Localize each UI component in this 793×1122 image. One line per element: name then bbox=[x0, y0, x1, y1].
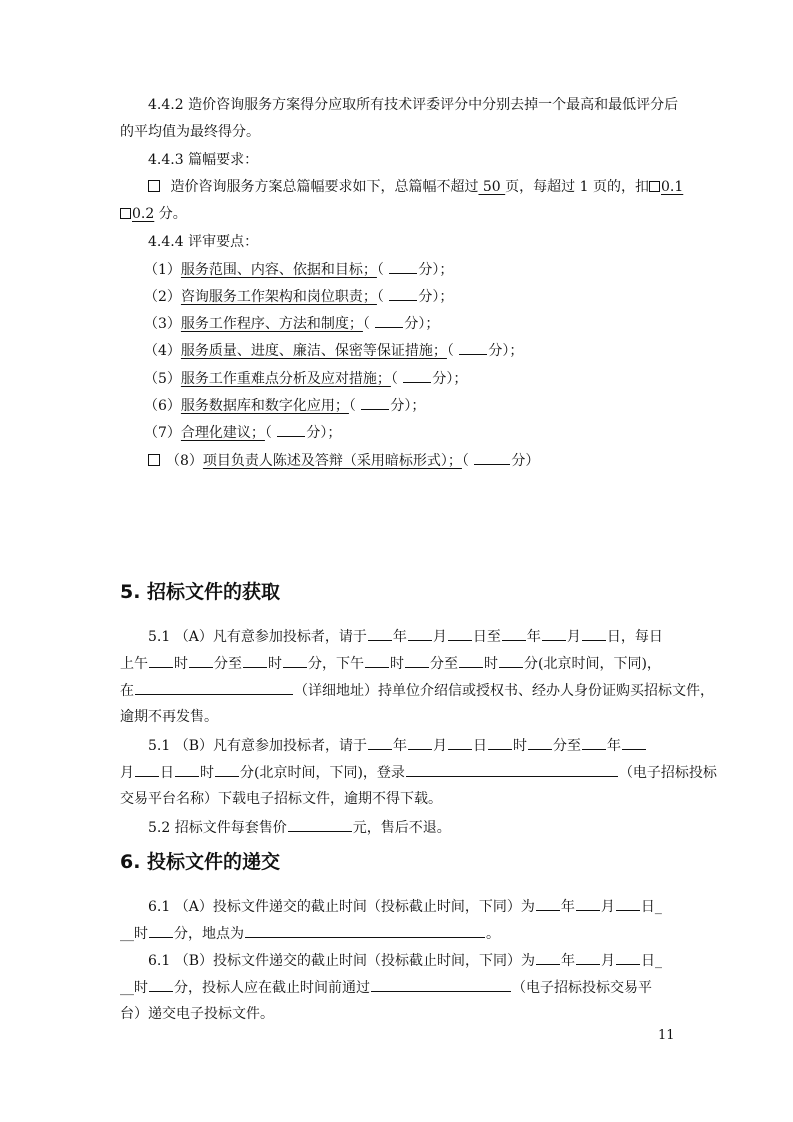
text-segment: 6.1 （B）投标文件递交的截止时间（投标截止时间，下同）为 bbox=[148, 953, 536, 969]
blank[interactable] bbox=[459, 653, 483, 668]
page-number: 11 bbox=[658, 1028, 675, 1043]
text-segment: 分。 bbox=[154, 206, 187, 222]
blank[interactable] bbox=[448, 626, 472, 641]
text-segment: 年 bbox=[560, 899, 575, 915]
text-segment: 5.1 （B）凡有意参加投标者，请于 bbox=[148, 738, 368, 754]
blank[interactable] bbox=[243, 653, 267, 668]
text-segment: （ bbox=[461, 453, 474, 469]
text-segment: 年 bbox=[526, 629, 541, 645]
text-segment: （8） bbox=[166, 453, 203, 469]
text-segment: 日至 bbox=[472, 629, 501, 645]
text-segment: （详细地址）持单位介绍信或授权书、经办人身份证购买招标文件， bbox=[294, 683, 714, 699]
text-segment: 月 bbox=[120, 765, 134, 781]
para-443-line1 bbox=[148, 177, 684, 197]
text-segment: __时 bbox=[120, 980, 148, 996]
text-segment: （ bbox=[348, 398, 361, 414]
text-segment: （6） bbox=[144, 398, 181, 414]
blank[interactable] bbox=[368, 735, 392, 750]
page-limit: 50 bbox=[478, 179, 506, 195]
text-segment: 分至 bbox=[430, 656, 458, 672]
text-segment: 造价咨询服务方案总篇幅要求如下，总篇幅不超过 bbox=[166, 179, 479, 195]
para-443-line2 bbox=[120, 204, 674, 224]
review-item bbox=[144, 422, 670, 442]
text-segment: 页，每超过 1 页的，扣 bbox=[505, 179, 649, 195]
blank[interactable] bbox=[622, 735, 646, 750]
para-51b-line2 bbox=[120, 762, 717, 782]
text-segment: 日，每日 bbox=[606, 629, 663, 645]
blank[interactable] bbox=[576, 896, 600, 911]
text-segment: 日_ bbox=[640, 899, 662, 915]
blank[interactable] bbox=[616, 896, 640, 911]
text-segment: 分）； bbox=[306, 425, 342, 441]
text-segment: 分）； bbox=[418, 289, 454, 305]
text-segment: （5） bbox=[144, 371, 181, 387]
score-blank[interactable] bbox=[375, 313, 403, 328]
section-6-title: 6. 投标文件的递交 bbox=[120, 851, 281, 873]
text-segment: （ bbox=[264, 425, 277, 441]
text-segment: 0.2 bbox=[132, 206, 155, 222]
text-segment: （ bbox=[390, 371, 403, 387]
text-segment: 时 bbox=[484, 656, 498, 672]
para-61b-line2 bbox=[120, 977, 674, 997]
blank[interactable] bbox=[542, 626, 566, 641]
checkbox-icon[interactable] bbox=[120, 208, 131, 219]
text-segment: 年 bbox=[392, 629, 407, 645]
text-segment: （ bbox=[376, 289, 389, 305]
para-51a-line1 bbox=[148, 626, 674, 646]
text-segment: （2） bbox=[144, 289, 181, 305]
text-segment: 月 bbox=[601, 953, 616, 969]
text-segment: 分至 bbox=[553, 738, 582, 754]
platform-blank[interactable] bbox=[371, 977, 511, 992]
text-segment: （1） bbox=[144, 262, 181, 278]
blank[interactable] bbox=[528, 735, 552, 750]
text-segment: __时 bbox=[120, 926, 148, 942]
heading-444: 4.4.4 评审要点： bbox=[148, 234, 259, 250]
checkbox-icon[interactable] bbox=[148, 454, 160, 466]
text-segment: 分，投标人应在截止时间前通过 bbox=[174, 980, 370, 996]
para-51b-line3: 交易平台名称）下载电子招标文件，逾期不得下载。 bbox=[120, 791, 442, 807]
text-segment: 服务范围、内容、依据和目标； bbox=[180, 262, 377, 278]
text-segment: 分，下午 bbox=[308, 656, 364, 672]
blank[interactable] bbox=[189, 653, 213, 668]
blank[interactable] bbox=[149, 653, 173, 668]
text-segment: 项目负责人陈述及答辩（采用暗标形式）； bbox=[202, 453, 462, 469]
score-blank[interactable] bbox=[389, 259, 417, 274]
text-segment: 合理化建议； bbox=[180, 425, 265, 441]
address-blank[interactable] bbox=[135, 680, 293, 695]
blank[interactable] bbox=[175, 762, 199, 777]
text-segment: 分）； bbox=[488, 343, 524, 359]
para-51a-line3 bbox=[120, 680, 714, 700]
text-segment: 咨询服务工作架构和岗位职责； bbox=[180, 289, 377, 305]
text-segment: 分(北京时间，下同)， bbox=[524, 656, 661, 672]
text-segment: 在 bbox=[120, 683, 134, 699]
para-51a-line2 bbox=[120, 653, 674, 673]
score-blank[interactable] bbox=[361, 395, 389, 410]
text-segment: 分至 bbox=[214, 656, 242, 672]
para-61a-line1 bbox=[148, 896, 674, 916]
text-segment: 服务数据库和数字化应用； bbox=[180, 398, 349, 414]
text-segment: 服务质量、进度、廉洁、保密等保证措施； bbox=[180, 343, 447, 359]
review-item bbox=[144, 259, 670, 279]
score-blank[interactable] bbox=[389, 286, 417, 301]
price-blank[interactable] bbox=[288, 817, 352, 832]
para-61b-line3: 台）递交电子投标文件。 bbox=[120, 1006, 274, 1022]
text-segment: 时 bbox=[268, 656, 282, 672]
text-segment: 分）； bbox=[390, 398, 426, 414]
blank[interactable] bbox=[502, 626, 526, 641]
location-blank[interactable] bbox=[245, 923, 485, 938]
platform-blank[interactable] bbox=[406, 762, 618, 777]
text-segment: 年 bbox=[393, 738, 408, 754]
deduct-option-2[interactable] bbox=[120, 206, 154, 222]
text-segment: （电子招标投标交易平 bbox=[512, 980, 652, 996]
blank[interactable] bbox=[576, 950, 600, 965]
text-segment: 时 bbox=[200, 765, 214, 781]
text-segment: 服务工作程序、方法和制度； bbox=[180, 316, 363, 332]
blank[interactable] bbox=[368, 626, 392, 641]
blank[interactable] bbox=[536, 896, 560, 911]
review-item bbox=[148, 450, 674, 470]
text-segment: 5.1 （A）凡有意参加投标者，请于 bbox=[148, 629, 367, 645]
para-442-line1: 4.4.2 造价咨询服务方案得分应取所有技术评委评分中分别去掉一个最高和最低评分后 bbox=[148, 97, 679, 113]
text-segment: 年 bbox=[607, 738, 622, 754]
blank[interactable] bbox=[536, 950, 560, 965]
text-segment: 。 bbox=[486, 926, 500, 942]
text-segment: 月 bbox=[566, 629, 581, 645]
text-segment: 上午 bbox=[120, 656, 148, 672]
blank[interactable] bbox=[408, 626, 432, 641]
text-segment: 分(北京时间，下同)，登录 bbox=[240, 765, 405, 781]
blank[interactable] bbox=[448, 735, 472, 750]
text-segment: 5.2 招标文件每套售价 bbox=[148, 820, 287, 836]
blank[interactable] bbox=[499, 653, 523, 668]
review-item bbox=[144, 313, 670, 333]
text-segment: 日 bbox=[160, 765, 174, 781]
blank[interactable] bbox=[616, 950, 640, 965]
blank[interactable] bbox=[135, 762, 159, 777]
checkbox-icon[interactable] bbox=[148, 180, 160, 192]
blank[interactable] bbox=[149, 923, 173, 938]
text-segment: （7） bbox=[144, 425, 181, 441]
score-blank[interactable] bbox=[277, 422, 305, 437]
text-segment: 分，地点为 bbox=[174, 926, 244, 942]
text-segment: （ bbox=[376, 262, 389, 278]
text-segment: （电子招标投标 bbox=[618, 765, 717, 781]
blank[interactable] bbox=[582, 735, 606, 750]
text-segment: 日_ bbox=[641, 953, 663, 969]
blank[interactable] bbox=[283, 653, 307, 668]
text-segment: （3） bbox=[144, 316, 181, 332]
text-segment: 时 bbox=[513, 738, 528, 754]
score-blank[interactable] bbox=[474, 450, 510, 465]
text-segment: 分） bbox=[511, 453, 540, 469]
review-item bbox=[144, 395, 670, 415]
checkbox-icon[interactable] bbox=[649, 181, 660, 192]
review-item bbox=[144, 340, 670, 360]
text-segment: （ bbox=[446, 343, 459, 359]
text-segment: 分）； bbox=[418, 262, 454, 278]
section-5-title: 5. 招标文件的获取 bbox=[120, 581, 281, 603]
text-segment: 日 bbox=[473, 738, 488, 754]
review-item bbox=[144, 286, 670, 306]
text-segment: 分）； bbox=[432, 371, 468, 387]
text-segment: 元，售后不退。 bbox=[352, 820, 451, 836]
text-segment: 0.1 bbox=[660, 179, 684, 195]
text-segment: 月 bbox=[600, 899, 615, 915]
para-442-line2: 的平均值为最终得分。 bbox=[120, 124, 260, 140]
text-segment: 时 bbox=[174, 656, 188, 672]
score-blank[interactable] bbox=[459, 340, 487, 355]
heading-443: 4.4.3 篇幅要求： bbox=[148, 152, 259, 168]
para-51a-line4: 逾期不再发售。 bbox=[120, 709, 218, 725]
text-segment: 分）； bbox=[404, 316, 440, 332]
text-segment: 月 bbox=[433, 738, 448, 754]
review-item bbox=[144, 368, 670, 388]
para-61a-line2 bbox=[120, 923, 674, 943]
blank[interactable] bbox=[582, 626, 606, 641]
score-blank[interactable] bbox=[403, 368, 431, 383]
text-segment: 月 bbox=[432, 629, 447, 645]
text-segment: （ bbox=[362, 316, 375, 332]
blank[interactable] bbox=[488, 735, 512, 750]
blank[interactable] bbox=[149, 977, 173, 992]
para-51b-line1 bbox=[148, 735, 674, 755]
deduct-option-1[interactable] bbox=[649, 179, 683, 195]
blank[interactable] bbox=[365, 653, 389, 668]
blank[interactable] bbox=[215, 762, 239, 777]
para-52 bbox=[148, 817, 674, 837]
blank[interactable] bbox=[408, 735, 432, 750]
para-61b-line1 bbox=[148, 950, 674, 970]
text-segment: 时 bbox=[390, 656, 404, 672]
text-segment: 6.1 （A）投标文件递交的截止时间（投标截止时间，下同）为 bbox=[148, 899, 535, 915]
text-segment: 服务工作重难点分析及应对措施； bbox=[180, 371, 391, 387]
blank[interactable] bbox=[405, 653, 429, 668]
text-segment: 年 bbox=[561, 953, 576, 969]
text-segment: （4） bbox=[144, 343, 181, 359]
